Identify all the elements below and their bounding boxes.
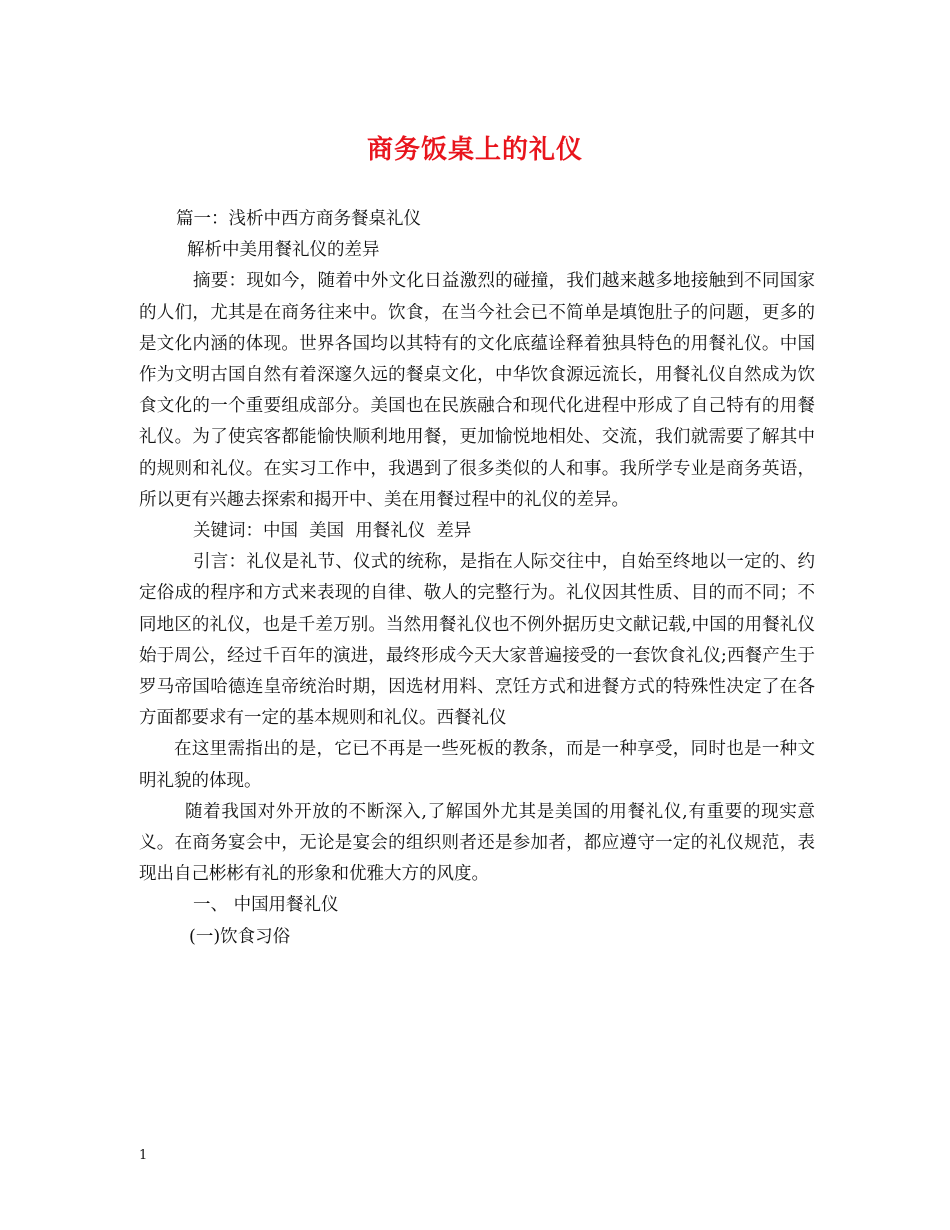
introduction-paragraph: 引言：礼仪是礼节、仪式的统称，是指在人际交往中，自始至终地以一定的、约定俗成的程序和方式来表现的自律、敬人的完整行为。礼仪因其性质、目的而不同；不同地区的礼仪，也是千差万别。当然用餐礼仪也不例外据历史文献记载,中国的用餐礼仪始于周公，经过千百年的演进，最终形成今天大家普遍接受的一套饮食礼仪;西餐产生于罗马帝国哈德连皇帝统治时期，因选材用料、烹饪方式和进餐方式的特殊性决定了在各方面都要求有一定的基本规则和礼仪。西餐礼仪 (139, 552, 815, 729)
subheading: 解析中美用餐礼仪的差异 (187, 240, 380, 261)
abstract-paragraph: 摘要：现如今，随着中外文化日益激烈的碰撞，我们越来越多地接触到不同国家的人们，尤其是在商务往来中。饮食，在当今社会已不简单是填饱肚子的问题，更多的是文化内涵的体现。世界各国均以其特有的文化底蕴诠释着独具特色的用餐礼仪。中国作为文明古国自然有着深邃久远的餐桌文化，中华饮食源远流长，用餐礼仪自然成为饮食文化的一个重要组成部分。美国也在民族融合和现代化进程中形成了自己特有的用餐礼仪。为了使宾客都能愉快顺利地用餐，更加愉悦地相处、交流，我们就需要了解其中的规则和礼仪。在实习工作中，我遇到了很多类似的人和事。我所学专业是商务英语，所以更有兴趣去探索和揭开中、美在用餐过程中的礼仪的差异。 (139, 271, 815, 510)
heading-eating-customs: (一)饮食习俗 (189, 926, 291, 947)
keywords-line: 关键词：中国 美国 用餐礼仪 差异 (193, 521, 472, 542)
heading-chinese-dining-etiquette: 一、 中国用餐礼仪 (193, 895, 339, 916)
body-paragraph-1: 在这里需指出的是，它已不再是一些死板的教条，而是一种享受，同时也是一种文明礼貌的体现。 (139, 739, 815, 791)
document-body (139, 204, 815, 953)
body-paragraph-2: 随着我国对外开放的不断深入,了解国外尤其是美国的用餐礼仪,有重要的现实意义。在商务宴会中，无论是宴会的组织则者还是参加者，都应遵守一定的礼仪规范，表现出自己彬彬有礼的形象和优雅大方的风度。 (139, 801, 815, 885)
document-title: 商务饭桌上的礼仪 (366, 135, 583, 165)
page-number: 1 (139, 1148, 148, 1163)
section-heading: 篇一：浅析中西方商务餐桌礼仪 (176, 209, 421, 229)
